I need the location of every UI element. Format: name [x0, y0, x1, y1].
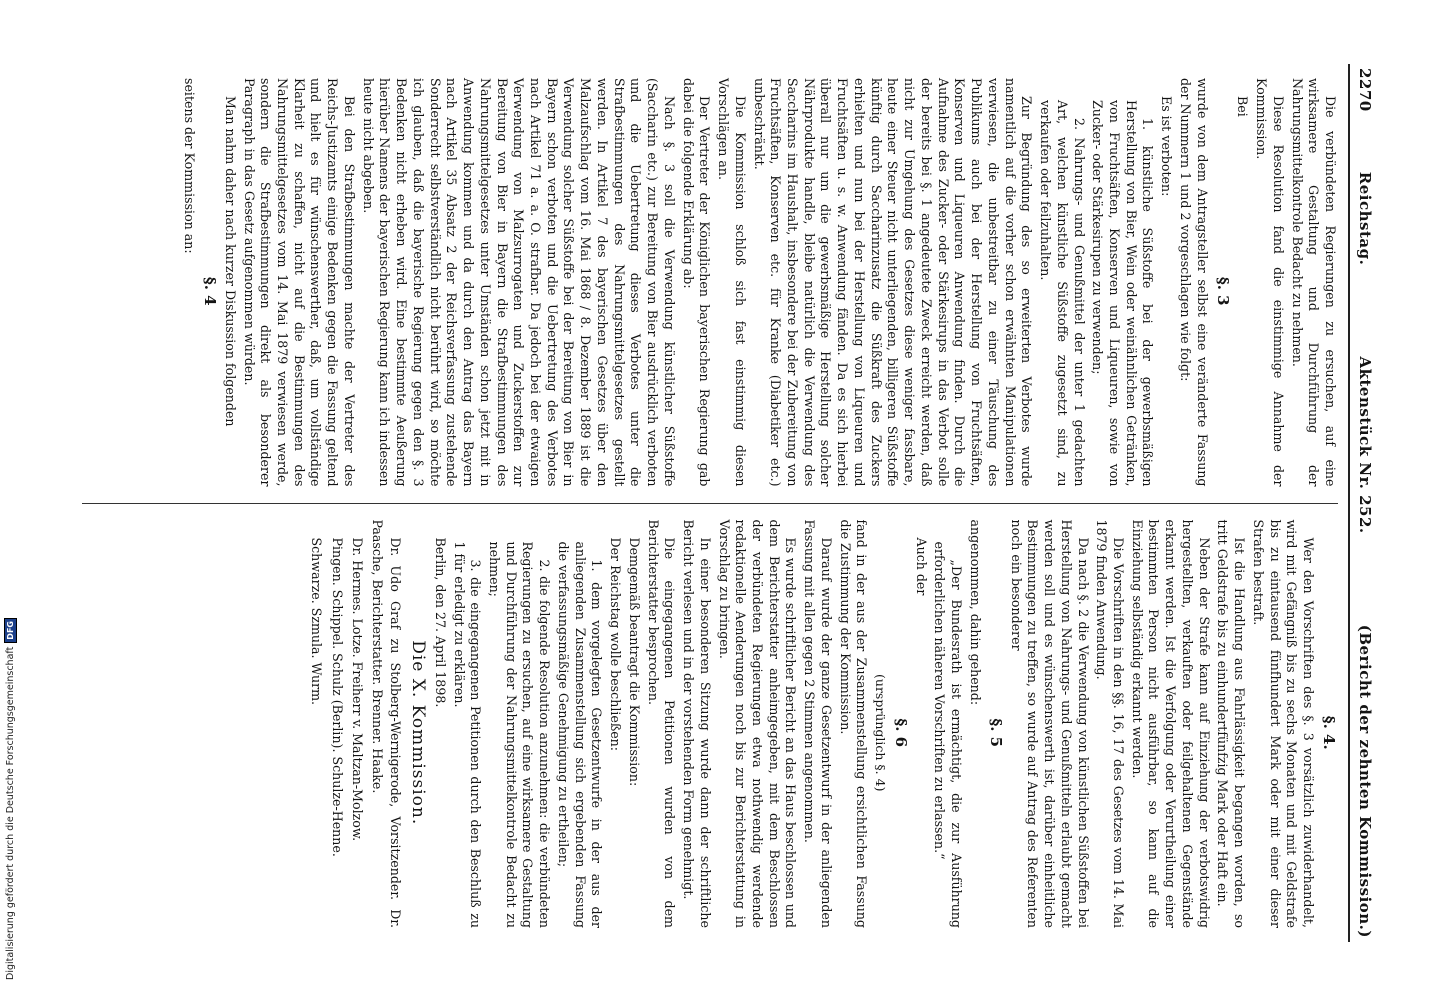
section-heading: §. 6 — [891, 718, 910, 748]
paragraph: Bei den Strafbestimmungen machte der Vertreter des Reichs-Justizamts einige Bedenken gegen die Fassung geltend und hielt es für wünschenswerther, daß, um vollständige Klarheit zu schaffen, nicht auf die Bestimmungen des Nahrungsmittelgesetzes vom 14. Mai 1879 verwiesen werde, sondern die Strafbestimmungen direkt als besonderer Paragraph in das Gesetz aufgenommen würden. — [241, 78, 357, 487]
paragraph: Nach §. 3 soll die Verwendung künstlicher Süßstoffe (Saccharin etc.) zur Bereitung von Bier ausdrücklich verboten und die Uebertretung dieses Verbotes unter die Strafbestimmungen des Nahrungsmittelgesetzes gestellt werden. In Artikel 7 des bayerischen Gesetzes über den Malzaufschlag vom 16. Mai 1868 / 8. Dezember 1889 ist die Verwendung solcher Süßstoffe bei der Bereitung von Bier in Bayern schon verboten und die Uebertretung des Verbotes nach Artikel 71 a. a. O. strafbar. Da jedoch bei der etwaigen Verwendung von Malzsurrogaten und Zuckerstoffen zur Bereitung von Bier in Bayern die Strafbestimmungen des Nahrungsmittelgesetzes unter Umständen schon jetzt mit in Anwendung kommen und da durch den Antrag das Bayern nach Artikel 35 Absatz 2 der Reichsverfassung zustehende Sonderrecht selbstverständlich nicht berührt wird, so möchte ich glauben, daß die bayerische Regierung gegen den §. 3 Bedenken nicht erheben wird. Eine bestimmte Aeußerung hierüber Namens der bayerischen Regierung kann ich indessen heute nicht abgeben. — [360, 78, 677, 487]
signers-line: Dr. Hermes. Lotze. Freiherr v. Maltzan-Molzow. — [349, 537, 365, 842]
right-column — [82, 506, 1338, 943]
header-right: (Bericht der zehnten Kommission.) — [1356, 624, 1374, 938]
dfg-logo-icon: DFG — [4, 618, 17, 643]
paragraph: Auch der — [913, 537, 929, 596]
paragraph: Demgemäß beantragt die Kommission: — [626, 537, 642, 787]
list-item: 1. dem vorgelegten Gesetzentwurfe in der aus der anliegenden Zusammenstellung sich ergebenden Fassung die verfassungsmäßige Genehmigung zu ertheilen; — [555, 541, 605, 928]
signers-line: Schwarze. Szmula. Wurm. — [309, 537, 325, 706]
paragraph: seitens der Kommission an: — [182, 78, 198, 254]
paragraph: Es wurde schriftlicher Bericht an das Haus beschlossen und dem Berichterstatter anheimgegeben, mit dem Beschlossen der verbündeten Regierungen etwa nothwendig werdende redaktionelle Aenderungen noch bis zur Berichterstattung in Vorschlag zu bringen. — [716, 519, 799, 928]
paragraph: Zur Begründung des so erweiterten Verbotes wurde namentlich auf die vorher schon erwähnten Manipulationen verwiesen, die unbestreitbar zu einer Täuschung des Publikums auch bei der Herstellung von Fruchtsäften, Konserven und Liqueuren Anwendung finden. Durch die Aufnahme des Zucker- oder Stärkesirups in das Verbot solle der bereits bei §. 1 angedeutete Zweck erreicht werden, daß nicht zur Umgehung des Gesetzes diese weniger fassbare, heute einer Steuer nicht unterliegenden, billigeren Süßstoffe künftig durch Saccharinzusatz die Süßkraft des Zuckers erhielten und nun bei der Herstellung von Liqueuren und Fruchtsäften u. s. w. Anwendung fänden. Da es sich hierbei überall nur um die gewerbsmäßige Herstellung solcher Nährprodukte handle, bleibe natürlich die Verwendung des Saccharins im Haushalt, insbesondere bei der Zubereitung von Fruchtsäften, Konserven etc. für Kranke (Diabetiker etc.) unbeschränkt. — [751, 78, 1035, 487]
paragraph: Die eingegangenen Petitionen wurden von dem Berichterstatter besprochen. — [645, 519, 678, 928]
paragraph: Neben der Strafe kann auf Einziehung der verbotswidrig hergestellten, verkauften oder feilgehaltenen Gegenstände erkannt werden. Ist die Verfolgung oder Verurtheilung einer bestimmten Person nicht ausführbar, so kann auf die Einziehung selbständig erkannt werden. — [1129, 519, 1212, 928]
digitization-credit — [2, 100, 18, 980]
list-item: 2. Nahrungs- und Genußmittel der unter 1 gedachten Art, welchen künstliche Süßstoffe zugesetzt sind, zu verkaufen oder feilzuhalten. — [1038, 100, 1087, 487]
paragraph: Da nach §. 2 die Verwendung von künstlichen Süßstoffen bei Herstellung von Nahrungs- und Genußmitteln erlaubt gemacht werden soll und es wünschenswerth ist, darüber einheitliche Bestimmungen zu treffen, so wurde auf Antrag des Referenten noch ein besonderer — [1008, 519, 1091, 928]
section-heading: §. 5 — [986, 718, 1005, 748]
column-divider — [82, 503, 1338, 504]
paragraph: Die Vorschriften in den §§. 16, 17 des Gesetzes vom 14. Mai 1879 finden Anwendung. — [1094, 519, 1126, 928]
credit-text: Digitalisierung gefördert durch die Deutsche Forschungsgemeinschaft — [4, 646, 16, 980]
header-rule — [1348, 64, 1350, 942]
page-header — [1350, 64, 1374, 942]
date-line: Berlin, den 27. April 1898. — [432, 537, 448, 708]
paragraph: Wer den Vorschriften des §. 3 vorsätzlich zuwiderhandelt, wird mit Gefängniß bis zu sechs Monaten und mit Geldstrafe bis zu eintausend fünfhundert Mark oder mit einer dieser Strafen bestraft. — [1250, 519, 1317, 928]
list-item: 3. die eingegangenen Petitionen durch den Beschluß zu 1 für erledigt zu erklären. — [451, 541, 484, 928]
list-item: 1. künstliche Süßstoffe bei der gewerbsmäßigen Herstellung von Bier, Wein oder weinähnlichen Getränken, von Fruchtsäften, Konserven und Liqueuren, sowie von Zucker- oder Stärkesirupen zu verwenden; — [1090, 100, 1156, 487]
header-center: Aktenstück Nr. 252. — [1356, 356, 1374, 534]
paragraph: angenommen, dahin gehend: — [967, 519, 983, 706]
paragraph: wurde von dem Antragsteller selbst eine veränderte Fassung der Nummern 1 und 2 vorgeschlagen wie folgt: — [1177, 78, 1210, 487]
paragraph: Die verbündeten Regierungen zu ersuchen, auf eine wirksamere Gestaltung und Durchführung der Nahrungsmittelkontrole Bedacht zu nehmen. — [1289, 78, 1338, 487]
paragraph: Es ist verboten: — [1159, 96, 1175, 197]
paragraph: In einer besonderen Sitzung wurde dann der schriftliche Bericht verlesen und in der vorstehenden Form genehmigt. — [681, 519, 713, 928]
page-number: 2270 — [1356, 68, 1374, 112]
paragraph: Diese Resolution fand die einstimmige Annahme der Kommission. — [1254, 78, 1286, 487]
section-heading: §. 3 — [1213, 276, 1232, 306]
left-column — [82, 64, 1338, 501]
paragraph: Die Kommission schloß sich fast einstimmig diesen Vorschlägen an. — [716, 78, 748, 487]
paragraph: Man nahm daher nach kurzer Diskussion folgenden — [222, 96, 238, 427]
paragraph: fand in der aus der Zusammenstellung ersichtlichen Fassung die Zustimmung der Kommission. — [837, 519, 870, 928]
quoted-text: „Der Bundesrath ist ermächtigt, die zur Ausführung erforderlichen näheren Vorschriften zu erlassen.“ — [932, 541, 965, 928]
signers-line: Dr. Udo Graf zu Stolberg-Wernigerode, Vorsitzender. Dr. Paasche, Berichterstatter. Brenner. Haake. — [370, 519, 404, 928]
paragraph: Bei — [1235, 96, 1251, 117]
section-heading: §. 4 — [201, 276, 220, 306]
paragraph: Ist die Handlung aus Fahrlässigkeit begangen worden, so tritt Geldstrafe bis zu einhundertfünfzig Mark oder Haft ein. — [1215, 519, 1248, 928]
signature-title: Die X. Kommission. — [408, 640, 429, 826]
paragraph: Darauf wurde der ganze Gesetzentwurf in der anliegenden Fassung mit allen gegen 2 Stimmen angenommen. — [802, 519, 834, 928]
paragraph: Der Vertreter der Königlichen bayerischen Regierung gab dabei die folgende Erklärung ab: — [680, 78, 713, 487]
header-left: Reichstag. — [1356, 171, 1374, 266]
list-item: 2. die folgende Resolution anzunehmen: die verbündeten Regierungen zu ersuchen, auf eine wirksamere Gestaltung und Durchführung der Nahrungsmittelkontrole Bedacht zu nehmen; — [486, 541, 553, 928]
signers-line: Pingen. Schippel. Schulz (Berlin). Schulze-Henne. — [329, 537, 345, 857]
paragraph: Der Reichstag wolle beschließen: — [608, 537, 624, 752]
section-heading: §. 4. — [1320, 715, 1338, 750]
section-subheading: (ursprünglich §. 4) — [873, 674, 889, 792]
text-columns — [82, 64, 1338, 942]
